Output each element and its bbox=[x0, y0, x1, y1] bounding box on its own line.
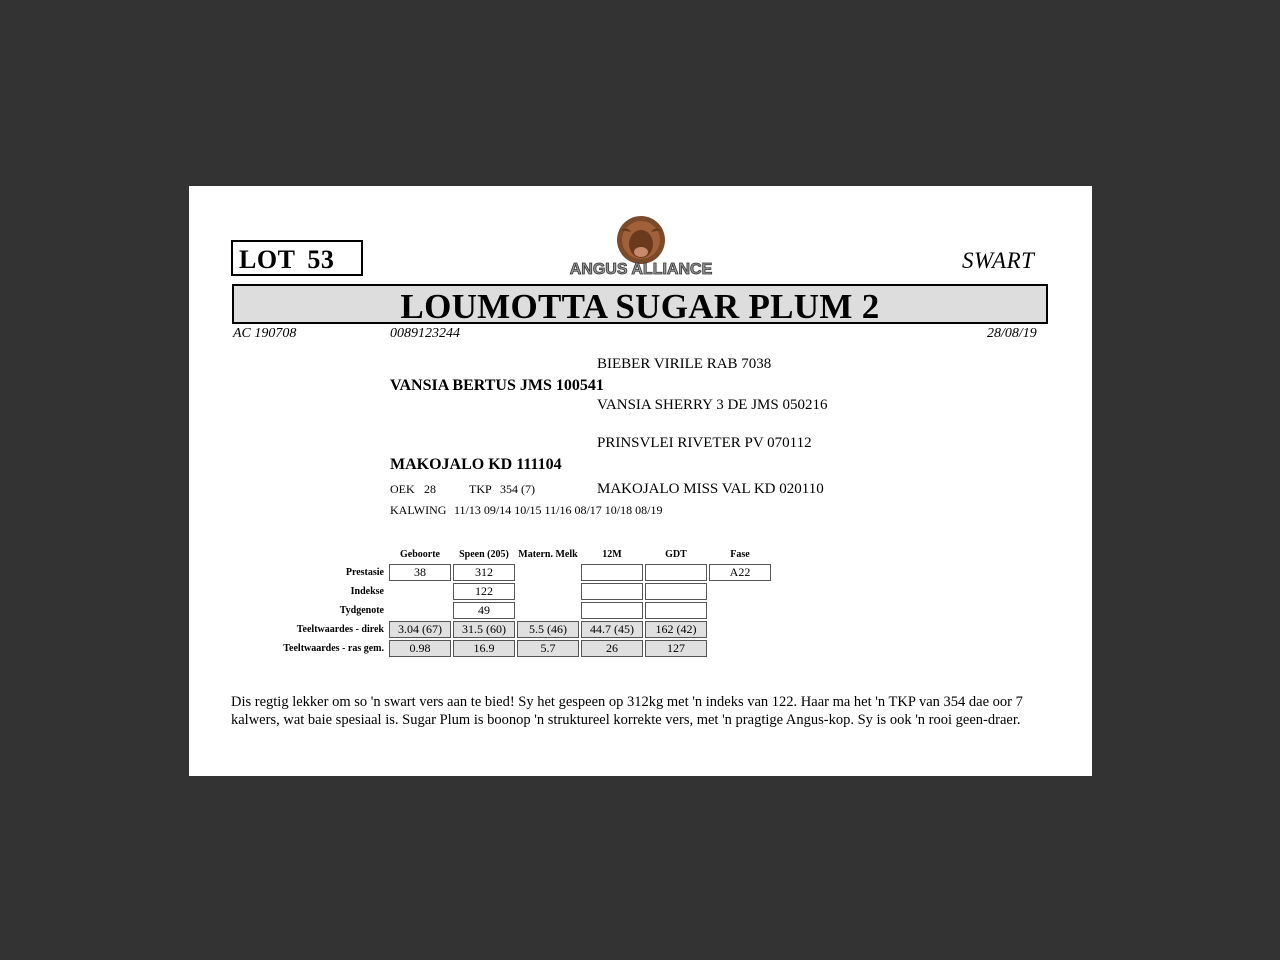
row-label: Teeltwaardes - direk bbox=[296, 624, 384, 635]
empty-cell bbox=[517, 602, 579, 619]
dam-dam: MAKOJALO MISS VAL KD 020110 bbox=[597, 481, 824, 497]
table-cell: 31.5 (60) bbox=[453, 621, 515, 638]
table-row bbox=[277, 602, 771, 619]
table-cell: 312 bbox=[453, 564, 515, 581]
table-row bbox=[277, 640, 771, 657]
oek-value: 28 bbox=[424, 482, 436, 496]
table-cell: 3.04 (67) bbox=[389, 621, 451, 638]
empty-cell bbox=[709, 621, 771, 638]
table-cell: 38 bbox=[389, 564, 451, 581]
table-row bbox=[277, 564, 771, 581]
empty-cell bbox=[389, 602, 451, 619]
table-cell bbox=[645, 602, 707, 619]
animal-name-bar bbox=[232, 284, 1048, 324]
table-cell: 16.9 bbox=[453, 640, 515, 657]
empty-cell bbox=[517, 583, 579, 600]
tkp-label: TKP bbox=[469, 482, 492, 496]
table-header-row bbox=[277, 547, 771, 562]
sire-dam: VANSIA SHERRY 3 DE JMS 050216 bbox=[597, 397, 828, 413]
lot-number: 53 bbox=[307, 245, 335, 274]
column-header: Fase bbox=[730, 549, 750, 560]
table-cell: 0.98 bbox=[389, 640, 451, 657]
table-cell: A22 bbox=[709, 564, 771, 581]
kalwing-value: 11/13 09/14 10/15 11/16 08/17 10/18 08/19 bbox=[454, 503, 663, 517]
dam: MAKOJALO KD 111104 bbox=[390, 456, 562, 473]
performance-table bbox=[275, 545, 773, 659]
column-header: Matern. Melk bbox=[518, 549, 578, 560]
table-cell bbox=[645, 583, 707, 600]
description: Dis regtig lekker om so 'n swart vers aan te bied! Sy het gespeen op 312kg met 'n indeks van 122. Haar ma het 'n TKP van 354 dae oor 7 kalwers, wat baie spesiaal is. Sugar Plum is boonop 'n struktureel korrekte vers, met 'n pragtige Angus-kop. Sy is ook 'n rooi geen-draer. bbox=[231, 694, 1023, 728]
empty-cell bbox=[517, 564, 579, 581]
row-label: Tydgenote bbox=[339, 605, 384, 616]
table-row bbox=[277, 621, 771, 638]
lot-box bbox=[231, 240, 363, 276]
angus-alliance-logo bbox=[569, 216, 714, 280]
dam-sire: PRINSVLEI RIVETER PV 070112 bbox=[597, 435, 812, 451]
empty-cell bbox=[389, 583, 451, 600]
column-header: 12M bbox=[602, 549, 622, 560]
catalog-page bbox=[189, 186, 1092, 776]
table-cell: 127 bbox=[645, 640, 707, 657]
table-row bbox=[277, 583, 771, 600]
table-cell: 5.7 bbox=[517, 640, 579, 657]
id-number: 0089123244 bbox=[390, 326, 460, 341]
kalwing-label: KALWING bbox=[390, 503, 447, 517]
oek-label: OEK bbox=[390, 482, 415, 496]
empty-cell bbox=[709, 602, 771, 619]
table-cell: 122 bbox=[453, 583, 515, 600]
column-header: Speen (205) bbox=[459, 549, 509, 560]
row-label: Indekse bbox=[350, 586, 384, 597]
animal-name: LOUMOTTA SUGAR PLUM 2 bbox=[400, 287, 880, 326]
sire: VANSIA BERTUS JMS 100541 bbox=[390, 377, 604, 394]
row-label: Prestasie bbox=[345, 567, 384, 578]
birth-date: 28/08/19 bbox=[987, 326, 1037, 341]
table-cell: 49 bbox=[453, 602, 515, 619]
sire-sire: BIEBER VIRILE RAB 7038 bbox=[597, 356, 772, 372]
logo-text: ANGUS ALLIANCE bbox=[569, 261, 713, 278]
column-header: GDT bbox=[665, 549, 687, 560]
tkp-value: 354 (7) bbox=[500, 482, 535, 496]
registration-number: AC 190708 bbox=[233, 326, 297, 341]
table-cell bbox=[645, 564, 707, 581]
column-header: Geboorte bbox=[400, 549, 440, 560]
empty-cell bbox=[709, 583, 771, 600]
color-label: SWART bbox=[962, 248, 1035, 273]
table-cell: 162 (42) bbox=[645, 621, 707, 638]
table-cell: 26 bbox=[581, 640, 643, 657]
table-cell bbox=[581, 602, 643, 619]
table-cell: 44.7 (45) bbox=[581, 621, 643, 638]
row-label: Teeltwaardes - ras gem. bbox=[283, 643, 384, 654]
table-cell bbox=[581, 564, 643, 581]
table-cell bbox=[581, 583, 643, 600]
table-cell: 5.5 (46) bbox=[517, 621, 579, 638]
lot-label: LOT 53 bbox=[239, 245, 335, 274]
empty-cell bbox=[709, 640, 771, 657]
